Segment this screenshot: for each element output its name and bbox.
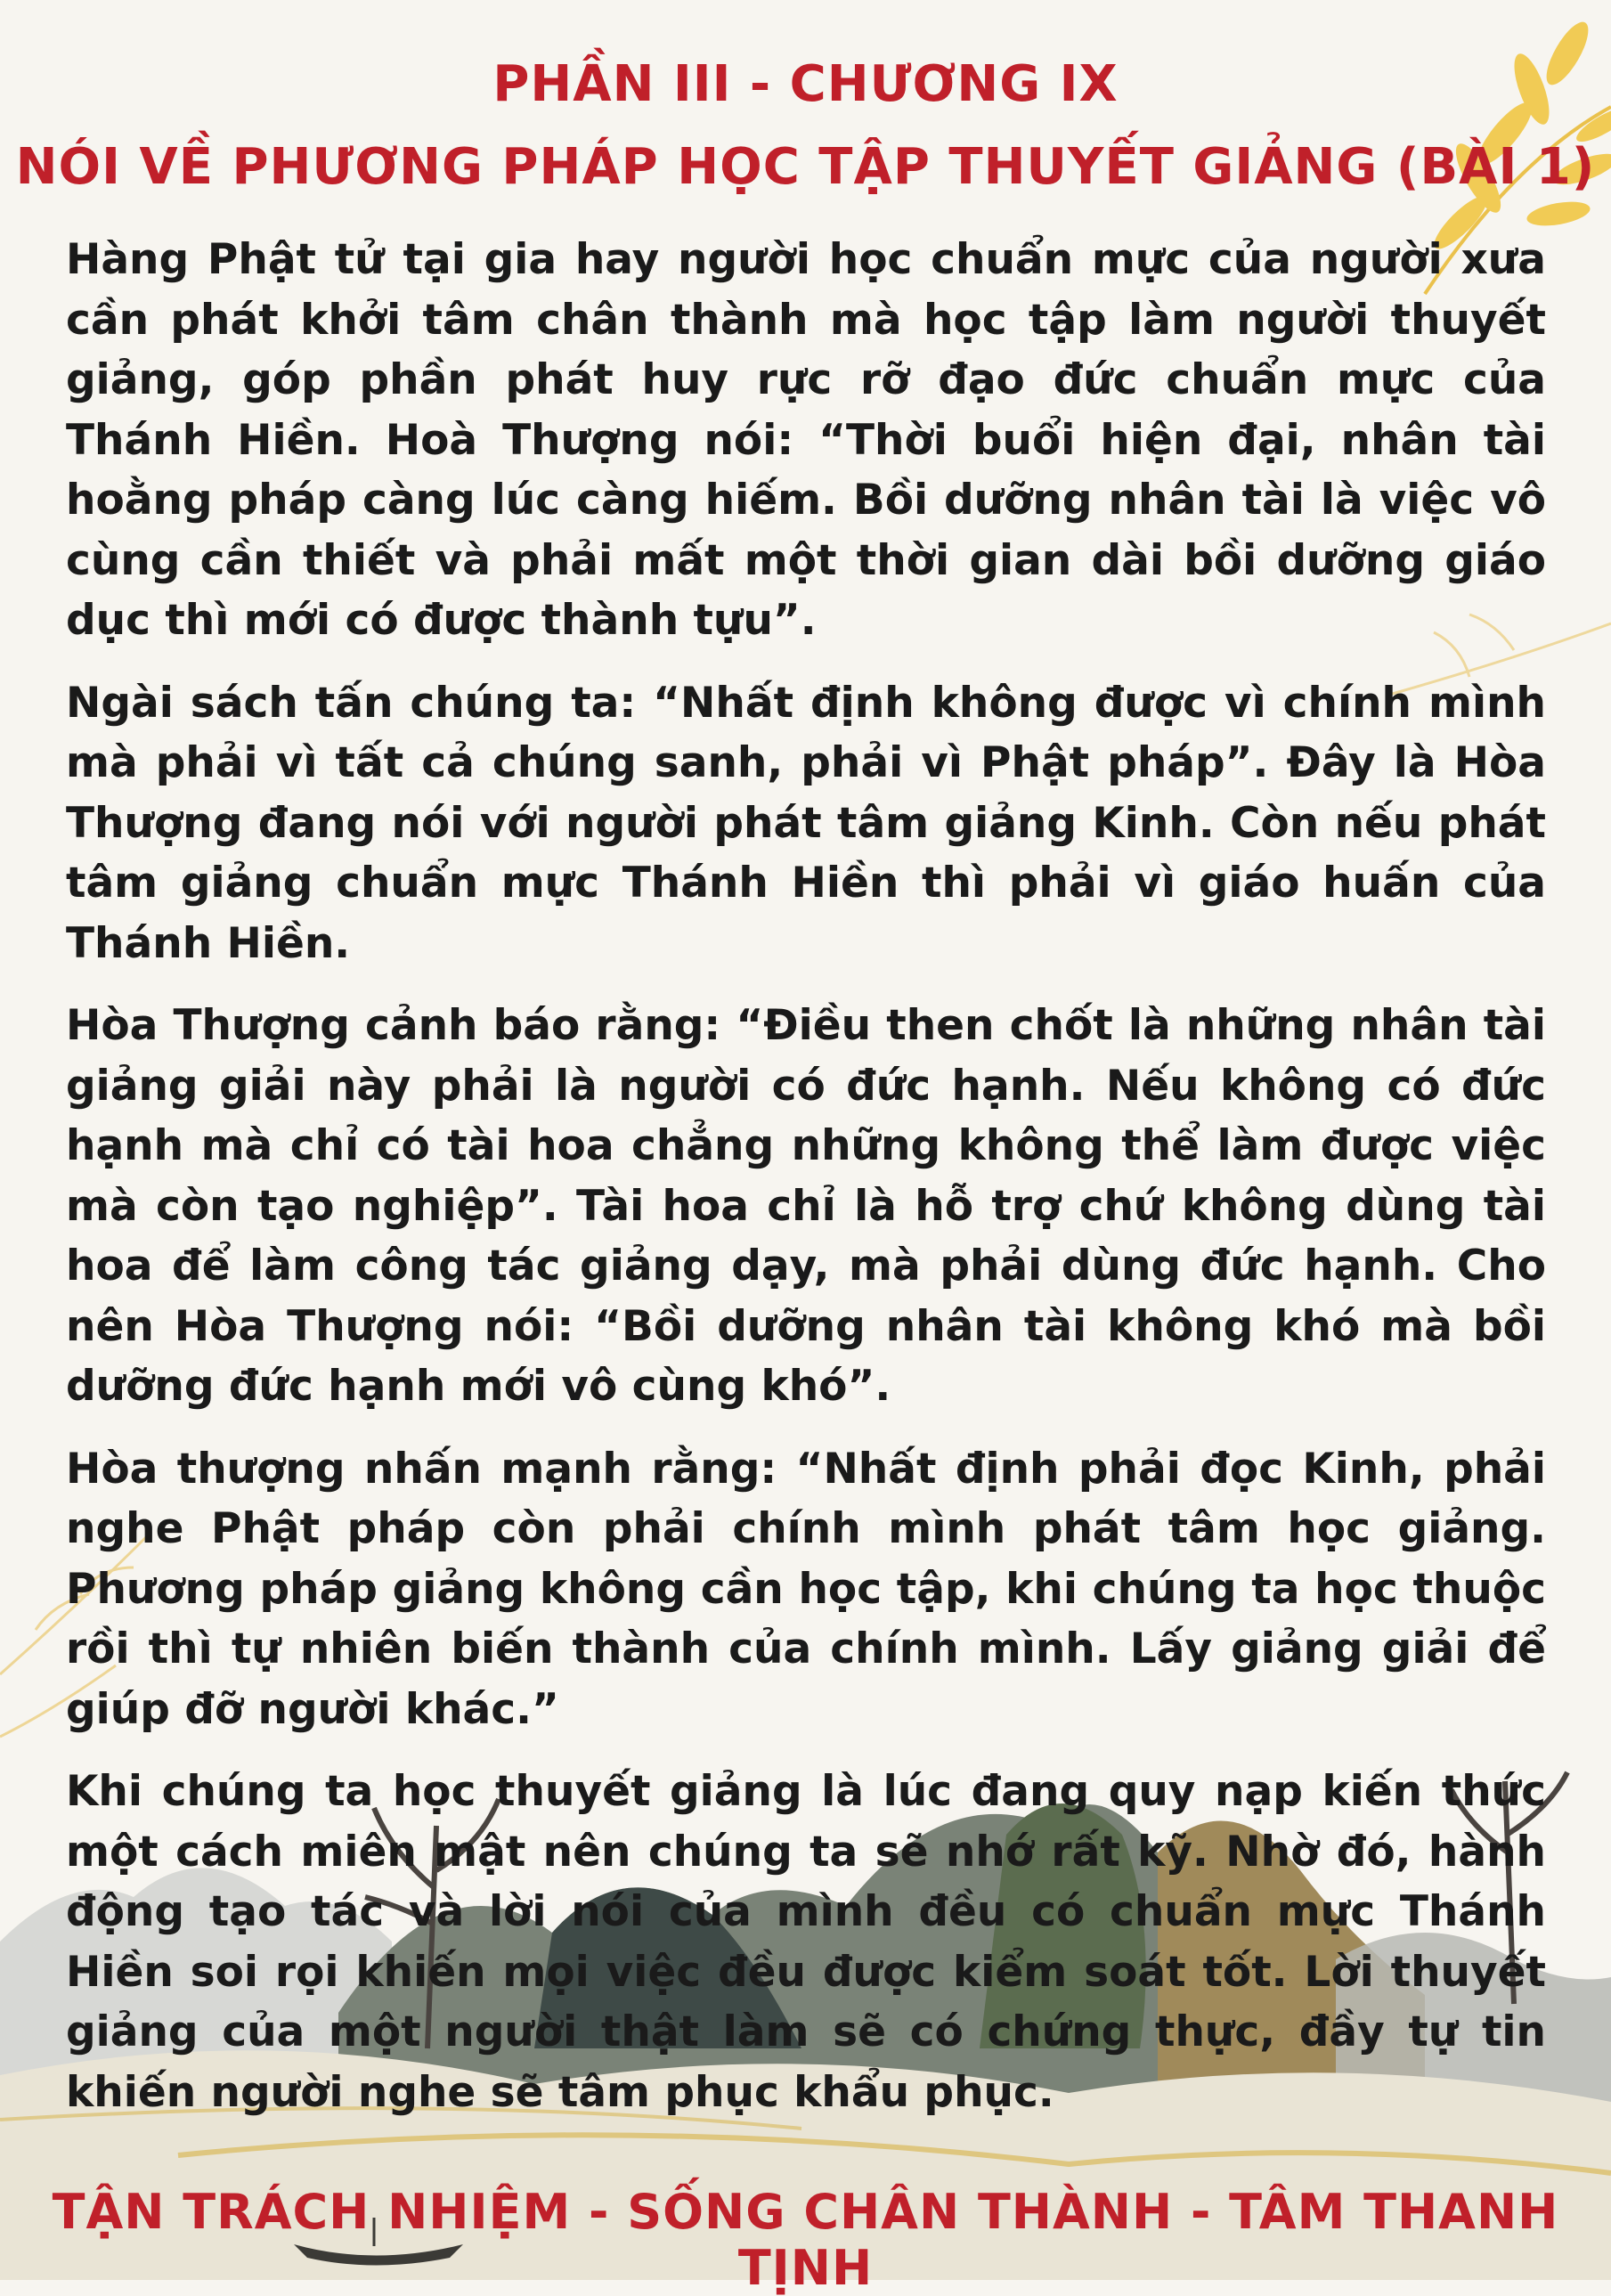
paragraph: Hàng Phật tử tại gia hay người học chuẩn mực của người xưa cần phát khởi tâm chân thành mà học tập làm người thuyết giảng, góp phần phát huy rực rỡ đạo đức chuẩn mực của Thánh Hiền. Hoà Thượng nói: “Thời buổi hiện đại, nhân tài hoằng pháp càng lúc càng hiếm. Bồi dưỡng nhân tài là việc vô cùng cần thiết và phải mất một thời gian dài bồi dưỡng giáo dục thì mới có được thành tựu”. bbox=[66, 235, 1546, 645]
lesson-title: NÓI VỀ PHƯƠNG PHÁP HỌC TẬP THUYẾT GIẢNG (BÀI 1) bbox=[15, 138, 1596, 196]
chapter-title: PHẦN III - CHƯƠNG IX bbox=[492, 55, 1119, 113]
article-body bbox=[66, 230, 1546, 2145]
paragraph: Ngài sách tấn chúng ta: “Nhất định không được vì chính mình mà phải vì tất cả chúng sanh, phải vì Phật pháp”. Đây là Hòa Thượng đang nói với người phát tâm giảng Kinh. Còn nếu phát tâm giảng chuẩn mực Thánh Hiền thì phải vì giáo huấn của Thánh Hiền. bbox=[66, 678, 1546, 968]
paragraph: Hòa thượng nhấn mạnh rằng: “Nhất định phải đọc Kinh, phải nghe Phật pháp còn phải chính mình phát tâm học giảng. Phương pháp giảng không cần học tập, khi chúng ta học thuộc rồi thì tự nhiên biến thành của chính mình. Lấy giảng giải để giúp đỡ người khác.” bbox=[66, 1444, 1546, 1734]
paragraph: Khi chúng ta học thuyết giảng là lúc đang quy nạp kiến thức một cách miên mật nên chúng ta sẽ nhớ rất kỹ. Nhờ đó, hành động tạo tác và lời nói của mình đều có chuẩn mực Thánh Hiền soi rọi khiến mọi việc đều được kiểm soát tốt. Lời thuyết giảng của một người thật làm sẽ có chứng thực, đầy tự tin khiến người nghe sẽ tâm phục khẩu phục. bbox=[66, 1767, 1546, 2117]
footer-motto: TẬN TRÁCH NHIỆM - SỐNG CHÂN THÀNH - TÂM THANH TỊNH bbox=[52, 2184, 1559, 2296]
paragraph: Hòa Thượng cảnh báo rằng: “Điều then chốt là những nhân tài giảng giải này phải là người có đức hạnh. Nếu không có đức hạnh mà chỉ có tài hoa chẳng những không thể làm được việc mà còn tạo nghiệp”. Tài hoa chỉ là hỗ trợ chứ không dùng tài hoa để làm công tác giảng dạy, mà phải dùng đức hạnh. Cho nên Hòa Thượng nói: “Bồi dưỡng nhân tài không khó mà bồi dưỡng đức hạnh mới vô cùng khó”. bbox=[66, 1001, 1546, 1411]
